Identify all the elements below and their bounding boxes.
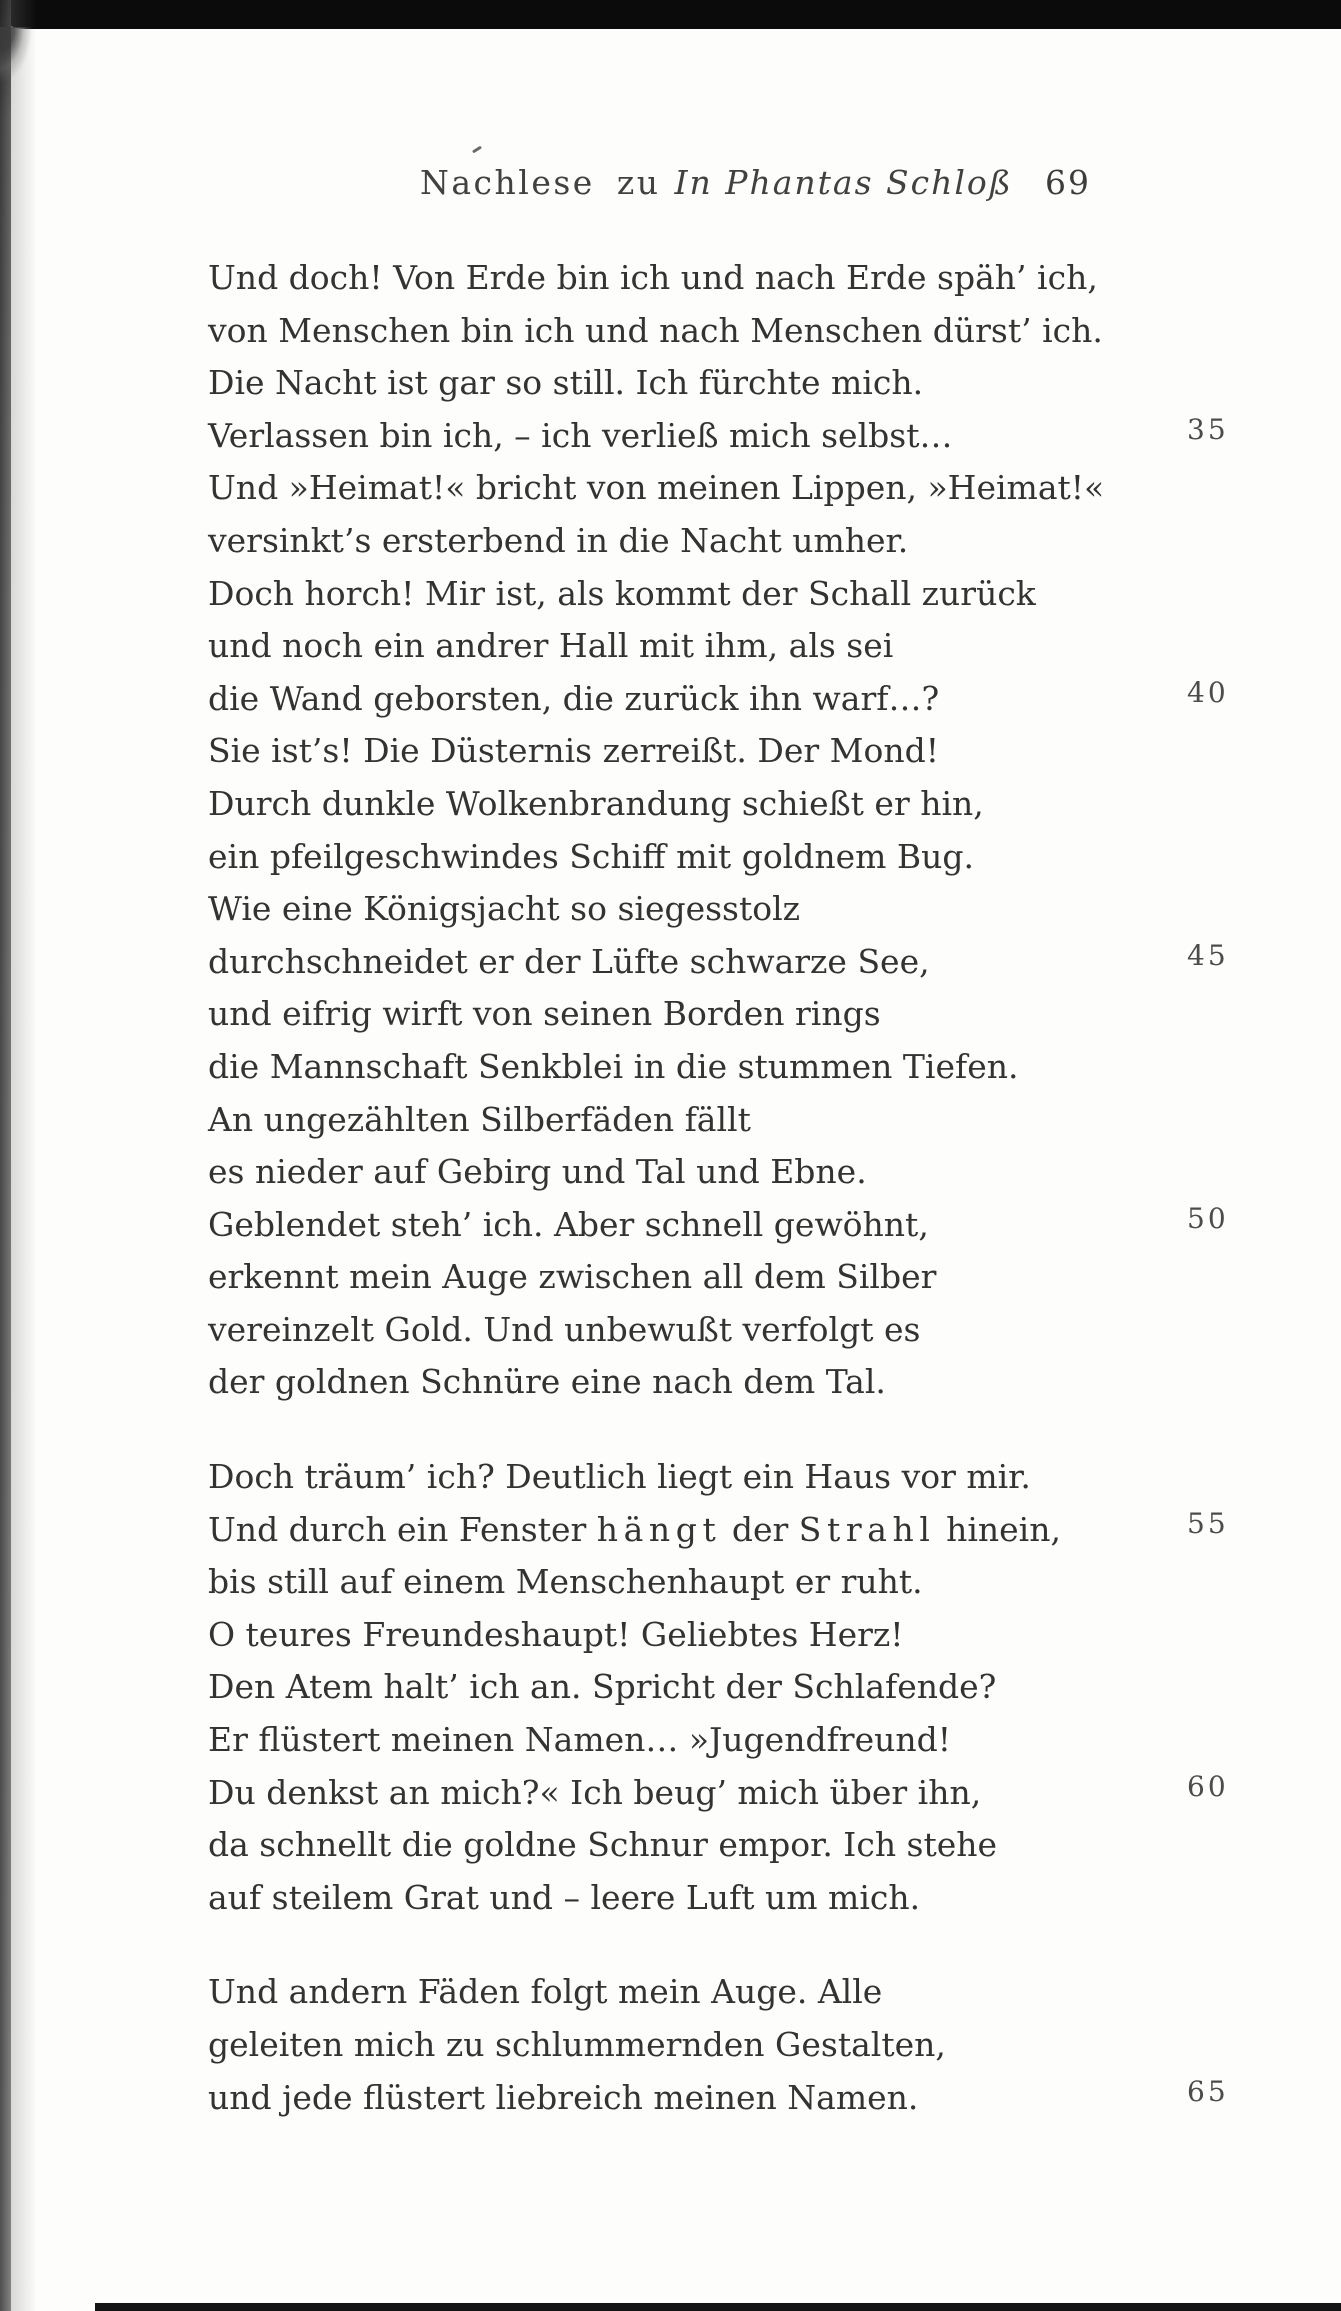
running-header (208, 163, 1248, 211)
poem-line (208, 1819, 1268, 1872)
poem-line-text: Durch dunkle Wolkenbrandung schießt er hin, (208, 783, 984, 823)
verse-number: 45 (1187, 938, 1229, 972)
poem-line-text: da schnellt die goldne Schnur empor. Ich stehe (208, 1825, 998, 1865)
poem-line-text: Und »Heimat!« bricht von meinen Lippen, »Heimat!« (208, 468, 1105, 508)
scan-top-edge (0, 0, 1341, 29)
poem-line (208, 1304, 1268, 1357)
poem-line-text: erkennt mein Auge zwischen all dem Silber (208, 1257, 937, 1297)
chapter-title-roman: Nachlese zu (420, 163, 661, 202)
poem-line (208, 2072, 1268, 2125)
poem-line-text: Verlassen bin ich, – ich verließ mich selbst… (208, 415, 953, 455)
poem-line (208, 1661, 1268, 1714)
poem-line (208, 2019, 1268, 2072)
letterspaced-word: hängt (596, 1509, 722, 1549)
poem-line (208, 568, 1268, 621)
poem-line-text: Du denkst an mich?« Ich beug’ mich über ihn, (208, 1772, 982, 1812)
poem-line (208, 725, 1268, 778)
poem-line-text: An ungezählten Silberfäden fällt (208, 1099, 751, 1139)
poem-line (208, 410, 1268, 463)
stanza (208, 1451, 1268, 1924)
scan-gutter-shadow (11, 0, 37, 2311)
poem-line (208, 515, 1268, 568)
poem-line (208, 1251, 1268, 1304)
verse-number: 60 (1187, 1769, 1229, 1803)
stanza (208, 1966, 1268, 2124)
poem-line (208, 936, 1268, 989)
poem-line-text: vereinzelt Gold. Und unbewußt verfolgt es (208, 1309, 921, 1349)
poem-line (208, 1966, 1268, 2019)
poem-line-text: Wie eine Königsjacht so siegesstolz (208, 889, 801, 929)
verse-number: 35 (1187, 412, 1229, 446)
poem-line (208, 462, 1268, 515)
poem-line-text: der goldnen Schnüre eine nach dem Tal. (208, 1362, 886, 1402)
poem-line-text: auf steilem Grat und – leere Luft um mich. (208, 1877, 921, 1917)
poem-line (208, 673, 1268, 726)
poem-line-text: die Mannschaft Senkblei in die stummen Tiefen. (208, 1046, 1019, 1086)
poem-line (208, 357, 1268, 410)
poem-line (208, 883, 1268, 936)
poem-line-text: und noch ein andrer Hall mit ihm, als sei (208, 626, 894, 666)
verse-number: 55 (1187, 1506, 1229, 1540)
letterspaced-word: Strahl (798, 1509, 936, 1549)
verse-number: 65 (1187, 2074, 1229, 2108)
poem-line-text: Und durch ein Fenster hängt der Strahl hinein, (208, 1509, 1061, 1549)
poem-body (208, 252, 1268, 2124)
scan-artifact-mark (472, 146, 482, 154)
poem-line (208, 831, 1268, 884)
poem-line-text: bis still auf einem Menschenhaupt er ruht. (208, 1562, 923, 1602)
poem-line (208, 252, 1268, 305)
poem-line-text: Doch träum’ ich? Deutlich liegt ein Haus vor mir. (208, 1457, 1031, 1497)
poem-line-text: und jede flüstert liebreich meinen Namen. (208, 2077, 919, 2117)
verse-number: 40 (1187, 675, 1229, 709)
poem-line-text: Er flüstert meinen Namen… »Jugendfreund! (208, 1720, 951, 1760)
poem-line (208, 620, 1268, 673)
poem-line (208, 1504, 1268, 1557)
page-number: 69 (1045, 163, 1091, 202)
poem-line-text: und eifrig wirft von seinen Borden rings (208, 994, 881, 1034)
poem-line-text: O teures Freundeshaupt! Geliebtes Herz! (208, 1614, 904, 1654)
poem-line-text: Geblendet steh’ ich. Aber schnell gewöhnt, (208, 1204, 929, 1244)
poem-line-text: es nieder auf Gebirg und Tal und Ebne. (208, 1152, 867, 1192)
poem-line (208, 305, 1268, 358)
poem-line (208, 1609, 1268, 1662)
poem-line (208, 1094, 1268, 1147)
poem-line (208, 1872, 1268, 1925)
poem-line-text: durchschneidet er der Lüfte schwarze See, (208, 941, 930, 981)
poem-line-text: Und doch! Von Erde bin ich und nach Erde späh’ ich, (208, 258, 1098, 297)
poem-line-text: Den Atem halt’ ich an. Spricht der Schlafende? (208, 1667, 997, 1707)
poem-line (208, 1714, 1268, 1767)
poem-line (208, 1767, 1268, 1820)
poem-line-text: Und andern Fäden folgt mein Auge. Alle (208, 1972, 883, 2012)
poem-line (208, 1556, 1268, 1609)
poem-line-text: Doch horch! Mir ist, als kommt der Schall zurück (208, 573, 1036, 613)
scan-corner-curl (0, 27, 46, 107)
stanza (208, 252, 1268, 1409)
poem-line (208, 988, 1268, 1041)
poem-line (208, 1041, 1268, 1094)
poem-line-text: die Wand geborsten, die zurück ihn warf…? (208, 678, 940, 718)
verse-number: 50 (1187, 1201, 1229, 1235)
poem-line-text: ein pfeilgeschwindes Schiff mit goldnem Bug. (208, 836, 975, 876)
poem-line-text: geleiten mich zu schlummernden Gestalten, (208, 2025, 946, 2064)
poem-line-text: Die Nacht ist gar so still. Ich fürchte mich. (208, 363, 924, 403)
poem-line (208, 1356, 1268, 1409)
poem-line-text: versinkt’s ersterbend in die Nacht umher. (208, 520, 909, 560)
poem-line-text: Sie ist’s! Die Düsternis zerreißt. Der Mond! (208, 731, 939, 771)
chapter-title (420, 163, 1013, 202)
poem-line (208, 1199, 1268, 1252)
poem-line (208, 778, 1268, 831)
scan-left-edge (0, 0, 11, 2311)
poem-line (208, 1451, 1268, 1504)
chapter-title-italic: In Phantas Schloß (674, 163, 1013, 202)
scan-bottom-edge (95, 2303, 1341, 2311)
poem-line-text: von Menschen bin ich und nach Menschen dürst’ ich. (208, 310, 1103, 350)
poem-line (208, 1146, 1268, 1199)
